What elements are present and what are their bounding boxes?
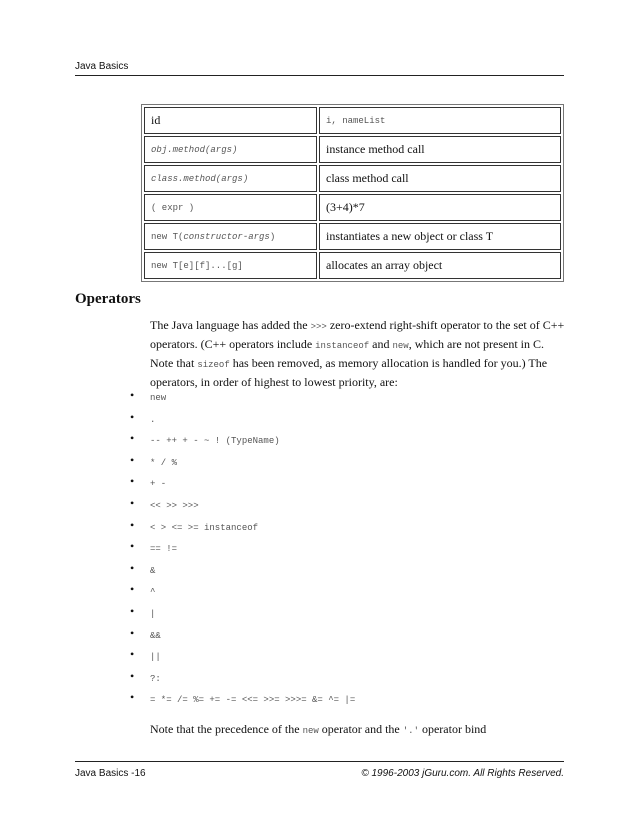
- operator-text: ^: [150, 587, 156, 598]
- list-item: [130, 407, 355, 429]
- operator-text: << >> >>>: [150, 500, 199, 511]
- operator-list: [130, 385, 356, 709]
- text-run: Note that the precedence of the: [150, 722, 303, 736]
- bullet-icon: •: [130, 582, 135, 597]
- list-item: [130, 644, 355, 666]
- bullet-icon: •: [130, 517, 135, 532]
- operator-text: == !=: [150, 544, 178, 555]
- operator-text: .: [150, 414, 156, 425]
- description-cell: allocates an array object: [319, 252, 561, 279]
- operator-text: -- ++ + - ~ ! (TypeName): [150, 436, 280, 447]
- text-run: The Java language has added the: [150, 318, 311, 332]
- operator-text: ||: [150, 652, 161, 663]
- syntax-cell: new T[e][f]...[g]: [144, 252, 317, 279]
- text-run: and: [369, 337, 393, 351]
- code-run: new: [392, 341, 409, 351]
- text-run: has been removed, as memory allocation is handled for you.) The operators, in order of highest to lowest priority, are:: [150, 356, 548, 389]
- text-run: zero-extend right-shift operator to the set of C++ operators. (C++ operators include: [150, 318, 565, 351]
- list-item: [130, 428, 355, 450]
- list-item: [130, 493, 355, 515]
- list-item: [130, 623, 355, 645]
- footer-copyright: © 1996-2003 jGuru.com. All Rights Reserved.: [361, 768, 564, 779]
- bullet-icon: •: [130, 388, 135, 402]
- bullet-icon: •: [130, 668, 135, 683]
- code-run: instanceof: [315, 341, 370, 351]
- syntax-cell: class.method(args): [144, 165, 317, 192]
- code-run: new: [302, 726, 319, 736]
- list-item: [130, 666, 355, 688]
- syntax-part: ): [269, 231, 276, 242]
- list-item: [130, 558, 355, 580]
- list-item: [130, 450, 355, 472]
- list-item: [130, 471, 355, 493]
- list-item: [130, 687, 356, 709]
- code-run: '.': [402, 726, 419, 736]
- syntax-cell: id: [144, 107, 317, 134]
- text-run: operator and the: [318, 722, 403, 736]
- page-header: [75, 61, 564, 76]
- text-run: operator bind: [418, 722, 487, 736]
- bullet-icon: •: [130, 625, 135, 640]
- table-row: [144, 107, 561, 134]
- syntax-cell: obj.method(args): [144, 136, 317, 163]
- header-title: Java Basics: [75, 61, 129, 72]
- syntax-part-italic: constructor-args: [183, 231, 270, 242]
- list-item: [130, 579, 355, 601]
- table-row: [144, 194, 561, 221]
- operator-text: = *= /= %= += -= <<= >>= >>>= &= ^= |=: [150, 695, 356, 706]
- syntax-cell: ( expr ): [144, 194, 317, 221]
- table-row: [144, 136, 561, 163]
- code-run: >>>: [310, 322, 327, 332]
- text-run: , which are not present in C. Note that: [150, 337, 545, 370]
- bullet-icon: •: [130, 495, 135, 510]
- code-run: sizeof: [197, 360, 230, 370]
- bullet-icon: •: [130, 474, 135, 489]
- page-footer: [75, 761, 564, 779]
- list-item: [130, 385, 355, 407]
- expression-syntax-table: [141, 104, 564, 282]
- operator-text: * / %: [150, 457, 178, 468]
- syntax-part: new T(: [151, 231, 184, 242]
- operator-text: &: [150, 565, 156, 576]
- bullet-icon: •: [130, 431, 135, 446]
- bullet-icon: •: [130, 409, 135, 424]
- list-item: [130, 515, 355, 537]
- operator-text: + -: [150, 479, 167, 490]
- syntax-cell: [144, 223, 317, 250]
- operator-text: ?:: [150, 673, 161, 684]
- table-row: [144, 223, 561, 250]
- list-item: [130, 536, 355, 558]
- operator-text: new: [150, 393, 167, 403]
- intro-paragraph: [150, 317, 570, 391]
- operator-text: |: [150, 608, 156, 619]
- description-cell: (3+4)*7: [319, 194, 561, 221]
- bullet-icon: •: [130, 690, 135, 705]
- operator-text: < > <= >= instanceof: [150, 522, 259, 533]
- bullet-icon: •: [130, 603, 135, 618]
- note-paragraph: [150, 721, 486, 740]
- list-item: [130, 601, 355, 623]
- section-heading: Operators: [75, 291, 141, 307]
- footer-page-label: Java Basics -16: [75, 768, 146, 779]
- table-row: [144, 252, 561, 279]
- description-cell: instantiates a new object or class T: [319, 223, 561, 250]
- bullet-icon: •: [130, 539, 135, 554]
- bullet-icon: •: [130, 647, 135, 662]
- bullet-icon: •: [130, 452, 135, 467]
- bullet-icon: •: [130, 560, 135, 575]
- description-cell: class method call: [319, 165, 561, 192]
- operator-text: &&: [150, 630, 161, 641]
- description-cell: instance method call: [319, 136, 561, 163]
- description-cell: i, nameList: [319, 107, 561, 134]
- table-row: [144, 165, 561, 192]
